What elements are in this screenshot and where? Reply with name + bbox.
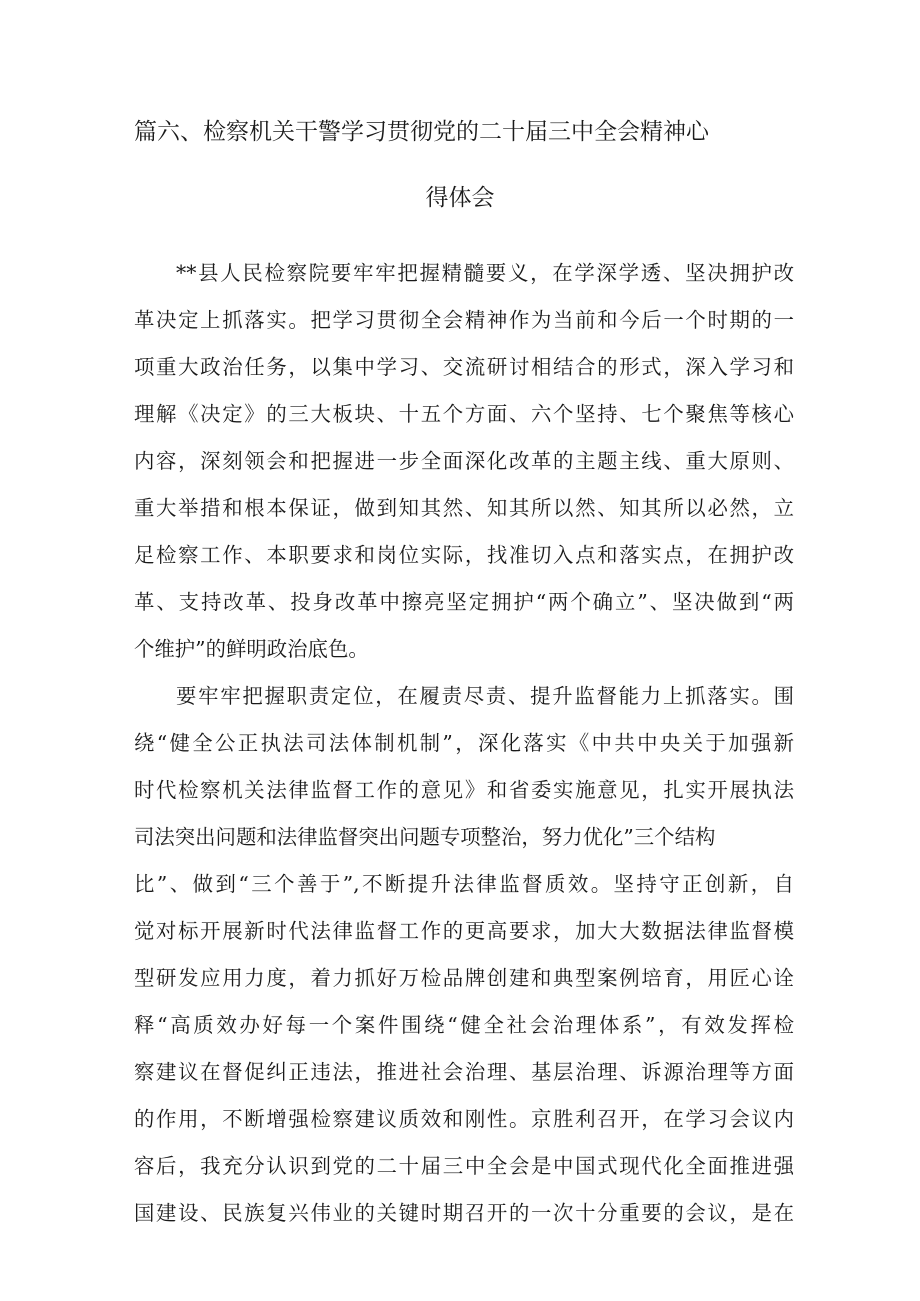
paragraph-line: 释“高质效办好每一个案件围绕“健全社会治理体系”，有效发挥检	[134, 1013, 794, 1037]
paragraph-line: 内容，深刻领会和把握进一步全面深化改革的主题主线、重大原则、	[134, 449, 794, 473]
paragraph-line: **县人民检察院要牢牢把握精髓要义，在学深学透、坚决拥护改	[176, 261, 794, 285]
paragraph-line: 察建议在督促纠正违法，推进社会治理、基层治理、诉源治理等方面	[134, 1060, 794, 1084]
document-title-line-1: 篇六、检察机关干警学习贯彻党的二十届三中全会精神心	[134, 119, 709, 145]
paragraph-line: 重大举措和根本保证，做到知其然、知其所以然、知其所以必然，立	[134, 496, 794, 520]
paragraph-line: 比”、做到“三个善于”,不断提升法律监督质效。坚持守正创新，自	[134, 872, 794, 896]
document-title-line-2: 得体会	[425, 185, 495, 211]
paragraph-line: 绕“健全公正执法司法体制机制”，深化落实《中共中央关于加强新	[134, 731, 794, 755]
paragraph-line: 容后，我充分认识到党的二十届三中全会是中国式现代化全面推进强	[134, 1154, 794, 1178]
paragraph-line: 理解《决定》的三大板块、十五个方面、六个坚持、七个聚焦等核心	[134, 402, 794, 426]
paragraph-line: 觉对标开展新时代法律监督工作的更高要求，加大大数据法律监督模	[134, 919, 794, 943]
paragraph-line: 司法突出问题和法律监督突出问题专项整治，努力优化”三个结构	[134, 825, 716, 849]
paragraph-line: 个维护”的鲜明政治底色。	[134, 637, 369, 661]
paragraph-line: 足检察工作、本职要求和岗位实际，找准切入点和落实点，在拥护改	[134, 543, 794, 567]
paragraph-line: 国建设、民族复兴伟业的关键时期召开的一次十分重要的会议，是在	[134, 1201, 794, 1225]
paragraph-line: 项重大政治任务，以集中学习、交流研讨相结合的形式，深入学习和	[134, 355, 794, 379]
paragraph-line: 的作用，不断增强检察建议质效和刚性。京胜利召开，在学习会议内	[134, 1107, 794, 1131]
paragraph-line: 时代检察机关法律监督工作的意见》和省委实施意见，扎实开展执法	[134, 778, 794, 802]
paragraph-line: 革决定上抓落实。把学习贯彻全会精神作为当前和今后一个时期的一	[134, 308, 794, 332]
paragraph-line: 要牢牢把握职责定位，在履责尽责、提升监督能力上抓落实。围	[176, 684, 794, 708]
paragraph-line: 革、支持改革、投身改革中擦亮坚定拥护“两个确立”、坚决做到“两	[134, 590, 794, 614]
paragraph-line: 型研发应用力度，着力抓好万检品牌创建和典型案例培育，用匠心诠	[134, 966, 794, 990]
